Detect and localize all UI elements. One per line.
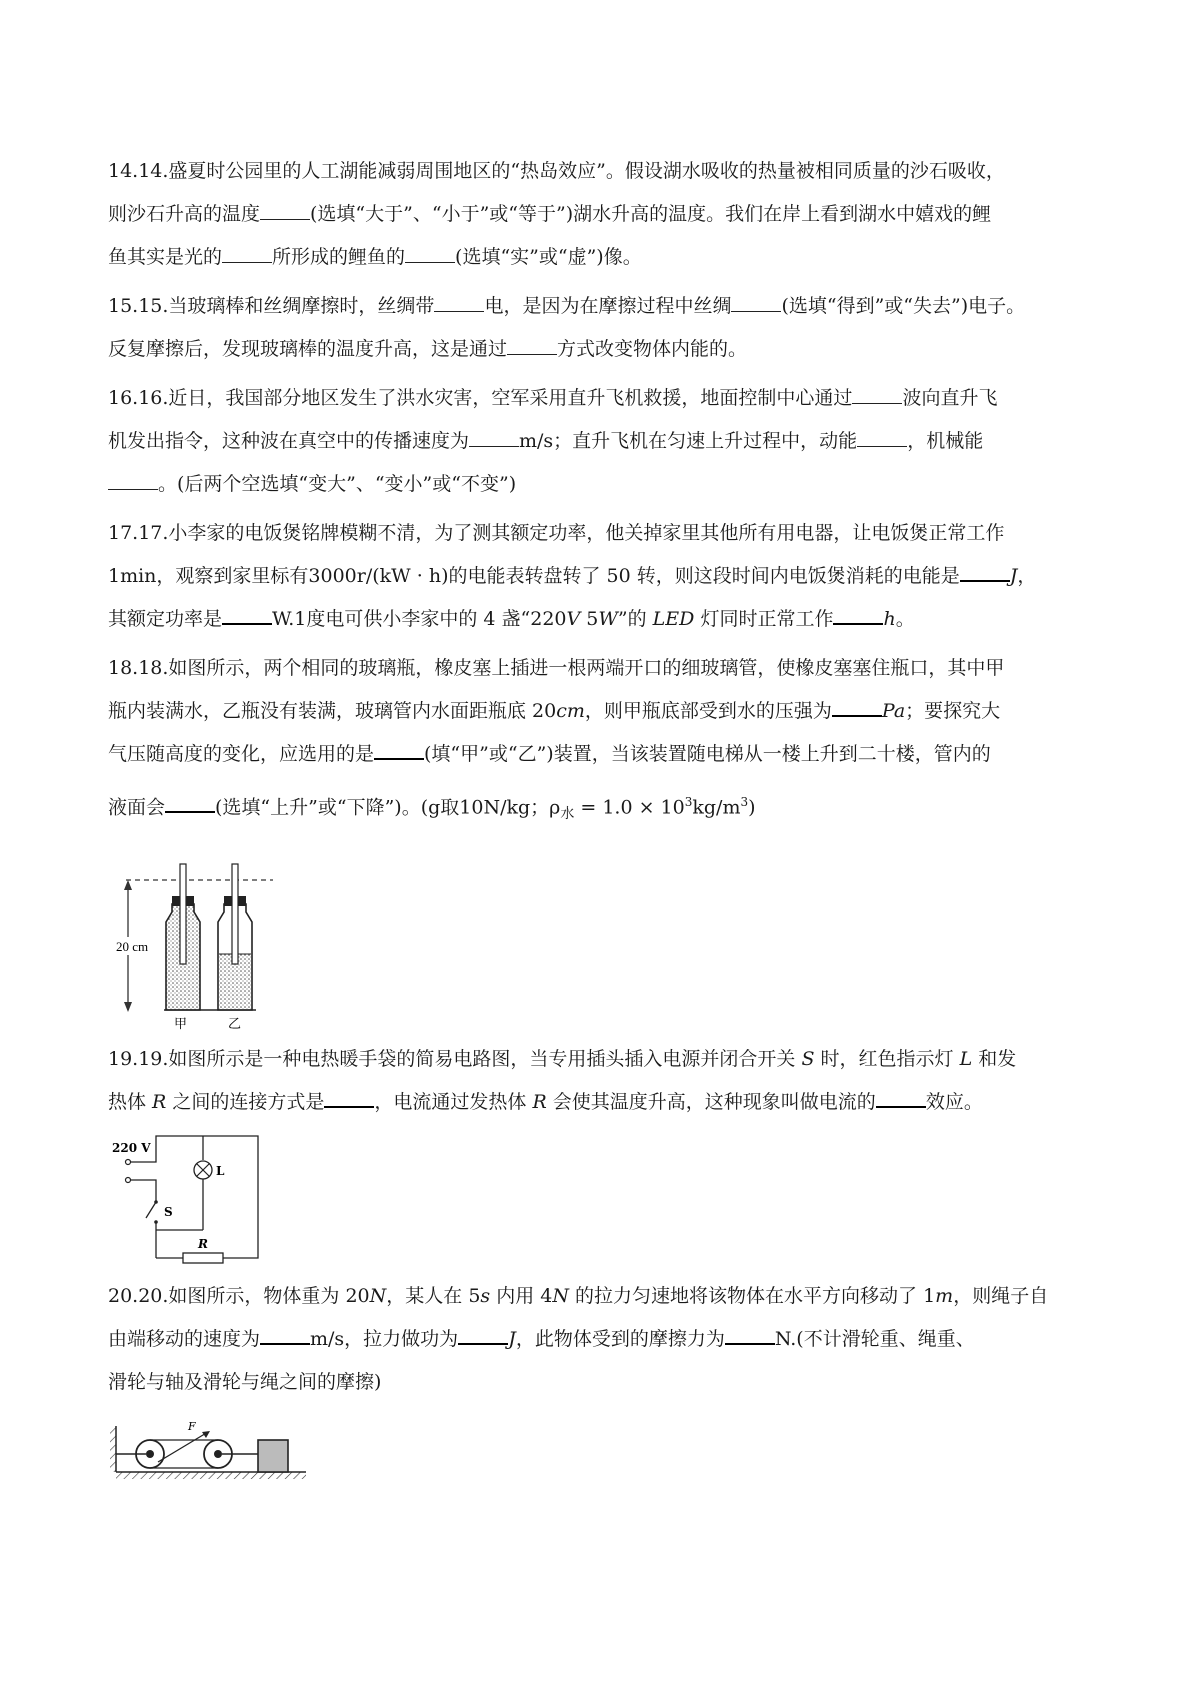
- q18-line-1: 18.18.如图所示，两个相同的玻璃瓶，橡皮塞上插进一根两端开口的细玻璃管，使橡皮塞塞住瓶口，其中甲: [108, 657, 1005, 679]
- q20-line-3: 滑轮与轴及滑轮与绳之间的摩擦): [108, 1371, 382, 1394]
- question-19: [108, 1038, 1103, 1265]
- question-20: [108, 1275, 1103, 1483]
- answer-blank[interactable]: [458, 1325, 508, 1345]
- lamp-label: L: [216, 1164, 225, 1179]
- answer-blank[interactable]: [165, 793, 215, 813]
- height-label: 20 cm: [116, 939, 149, 955]
- resistor-label: R: [198, 1237, 208, 1252]
- switch-label: S: [164, 1205, 173, 1220]
- answer-blank[interactable]: [222, 244, 272, 263]
- q20-line-1: 20.20.如图所示，物体重为 20N，某人在 5s 内用 4N 的拉力匀速地将该物体在水平方向移动了 1m，则绳子自: [108, 1285, 1049, 1308]
- answer-blank[interactable]: [852, 385, 902, 404]
- q14-line-3: 鱼其实是光的 所形成的鲤鱼的 (选填“实”或“虚”)像。: [108, 246, 642, 268]
- answer-blank[interactable]: [324, 1088, 374, 1108]
- answer-blank[interactable]: [260, 1325, 310, 1345]
- bottle-label-a: 甲: [174, 1017, 188, 1033]
- answer-blank[interactable]: [857, 428, 907, 447]
- q15-line-2: 反复摩擦后，发现玻璃棒的温度升高，这是通过 方式改变物体内能的。: [108, 338, 748, 360]
- answer-blank[interactable]: [374, 740, 424, 760]
- q18-line-2: 瓶内装满水，乙瓶没有装满，玻璃管内水面距瓶底 20cm，则甲瓶底部受到水的压强为 Pa；要探究大: [108, 690, 1103, 733]
- q17-line-1: 17.17.小李家的电饭煲铭牌模糊不清，为了测其额定功率，他关掉家里其他所有用电器，让电饭煲正常工作: [108, 522, 1005, 544]
- question-17: [108, 512, 1103, 641]
- question-18: [108, 647, 1103, 1032]
- answer-blank[interactable]: [731, 293, 781, 312]
- answer-blank[interactable]: [876, 1088, 926, 1108]
- answer-blank[interactable]: [725, 1325, 775, 1345]
- q17-line-2: 1min，观察到家里标有3000r/(kW · h)的电能表转盘转了 50 转，则这段时间内电饭煲消耗的电能是 J，: [108, 555, 1103, 598]
- q18-line-4: 液面会 (选填“上升”或“下降”)。(g取10N/kg；$\rho_水 = 1.0 \times 10^3kg/m^3$): [108, 795, 756, 823]
- circuit-figure: [108, 1130, 268, 1265]
- answer-blank[interactable]: [260, 201, 310, 220]
- q16-line-2: 机发出指令，这种波在真空中的传播速度为 m/s；直升飞机在匀速上升过程中，动能 ，机械能: [108, 430, 984, 452]
- answer-blank[interactable]: [108, 471, 158, 490]
- answer-blank[interactable]: [222, 605, 272, 625]
- bottles-figure: [108, 862, 278, 1032]
- answer-blank[interactable]: [434, 293, 484, 312]
- q18-line-3: 气压随高度的变化，应选用的是 (填“甲”或“乙”)装置，当该装置随电梯从一楼上升到二十楼，管内的: [108, 733, 1103, 776]
- q14-line-1: 14.14.盛夏时公园里的人工湖能减弱周围地区的“热岛效应”。假设湖水吸收的热量被相同质量的沙石吸收，: [108, 160, 1005, 182]
- question-16: [108, 377, 1103, 506]
- q19-line-2: 热体 R 之间的连接方式是 ，电流通过发热体 R 会使其温度升高，这种现象叫做电流的 效应。: [108, 1081, 1103, 1124]
- q17-line-3: 其额定功率是 W.1度电可供小李家中的 4 盏“220V 5W”的 LED 灯同时正常工作 h。: [108, 598, 1103, 641]
- bottle-label-b: 乙: [228, 1017, 242, 1033]
- q19-line-1: 19.19.如图所示是一种电热暖手袋的简易电路图，当专用插头插入电源并闭合开关 S 时，红色指示灯 L 和发: [108, 1048, 1017, 1071]
- answer-blank[interactable]: [833, 605, 883, 625]
- q15-line-1: 15.15.当玻璃棒和丝绸摩擦时，丝绸带 电，是因为在摩擦过程中丝绸 (选填“得到”或“失去”)电子。: [108, 295, 1026, 317]
- pulley-figure: [108, 1418, 308, 1483]
- answer-blank[interactable]: [469, 428, 519, 447]
- voltage-label: 220 V: [112, 1141, 151, 1156]
- answer-blank[interactable]: [832, 697, 882, 717]
- question-14: [108, 150, 1103, 279]
- exam-page: [108, 150, 1103, 1489]
- answer-blank[interactable]: [405, 244, 455, 263]
- q16-line-3: 。(后两个空选填“变大”、“变小”或“不变”): [108, 463, 1103, 506]
- question-15: [108, 285, 1103, 371]
- force-label: F: [188, 1420, 196, 1434]
- q20-line-2: 由端移动的速度为 m/s，拉力做功为 J，此物体受到的摩擦力为 N.(不计滑轮重、绳重、: [108, 1318, 1103, 1361]
- q14-line-2: 则沙石升高的温度 (选填“大于”、“小于”或“等于”)湖水升高的温度。我们在岸上看到湖水中嬉戏的鲤: [108, 203, 992, 225]
- answer-blank[interactable]: [507, 336, 557, 355]
- answer-blank[interactable]: [960, 562, 1010, 582]
- q16-line-1: 16.16.近日，我国部分地区发生了洪水灾害，空军采用直升飞机救援，地面控制中心通过 波向直升飞: [108, 387, 998, 409]
